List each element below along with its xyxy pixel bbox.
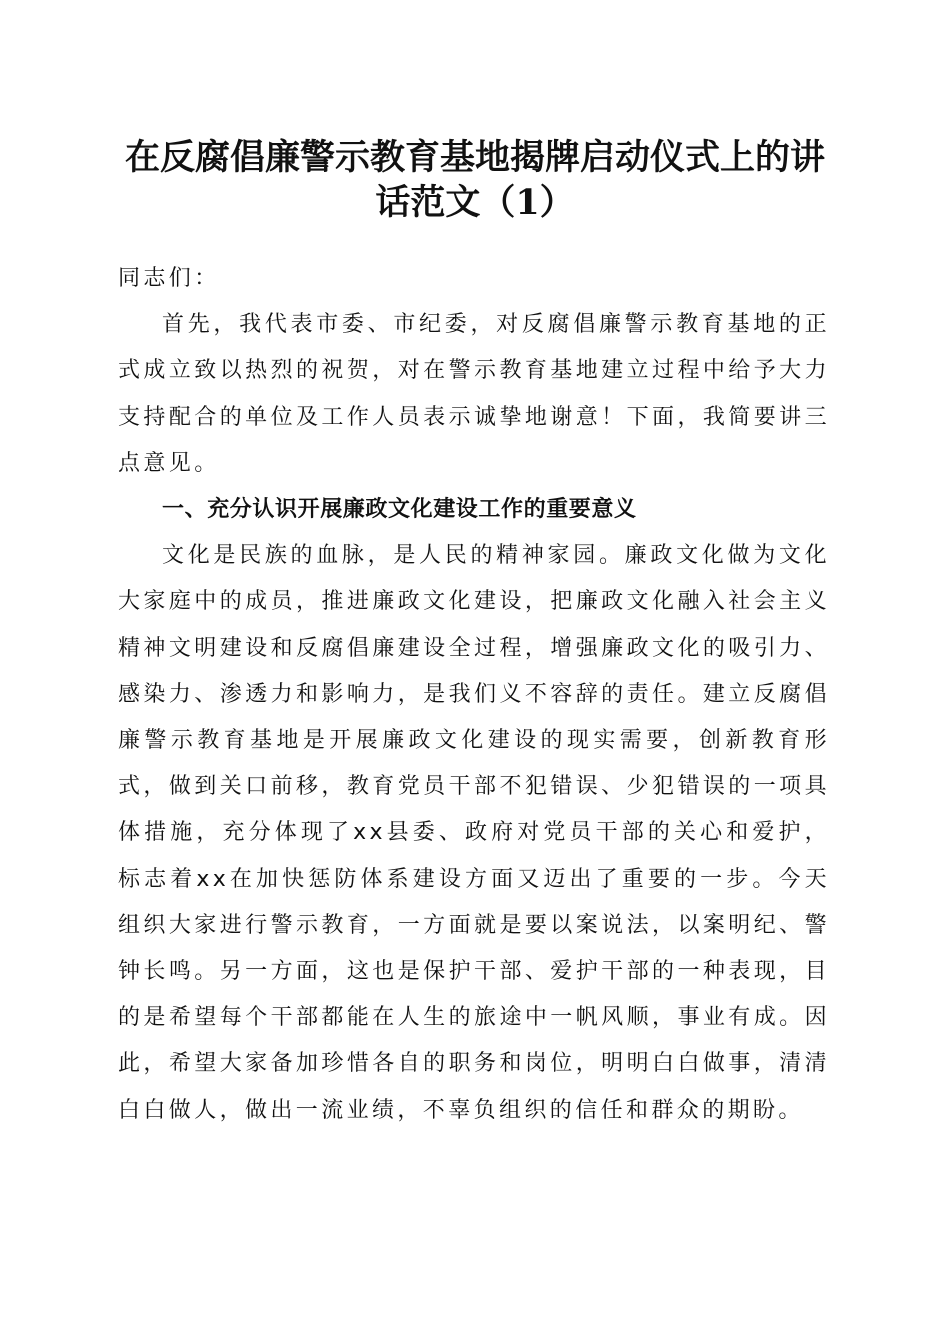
section-1-paragraph: 文化是民族的血脉，是人民的精神家园。廉政文化做为文化大家庭中的成员，推进廉政文化建设，把廉政文化融入社会主义精神文明建设和反腐倡廉建设全过程，增强廉政文化的吸引力、感染力、渗透力和影响力，是我们义不容辞的责任。建立反腐倡廉警示教育基地是开展廉政文化建设的现实需要，创新教育形式，做到关口前移，教育党员干部不犯错误、少犯错误的一项具体措施，充分体现了xx县委、政府对党员干部的关心和爱护，标志着xx在加快惩防体系建设方面又迈出了重要的一步。今天组织大家进行警示教育，一方面就是要以案说法，以案明纪、警钟长鸣。另一方面，这也是保护干部、爱护干部的一种表现，目的是希望每个干部都能在人生的旅途中一帆风顺，事业有成。因此，希望大家备加珍惜各自的职务和岗位，明明白白做事，清清白白做人，做出一流业绩，不辜负组织的信任和群众的期盼。 [118, 543, 830, 1123]
section-1-heading: 一、充分认识开展廉政文化建设工作的重要意义 [162, 497, 637, 523]
document-body [118, 256, 830, 1134]
intro-paragraph: 首先，我代表市委、市纪委，对反腐倡廉警示教育基地的正式成立致以热烈的祝贺，对在警示教育基地建立过程中给予大力支持配合的单位及工作人员表示诚挚地谢意！下面，我简要讲三点意见。 [118, 312, 830, 476]
document-title-line-1: 在反腐倡廉警示教育基地揭牌启动仪式上的讲 [124, 137, 825, 178]
salutation: 同志们： [118, 266, 220, 291]
document-title-line-2: 话范文（1） [375, 182, 575, 223]
